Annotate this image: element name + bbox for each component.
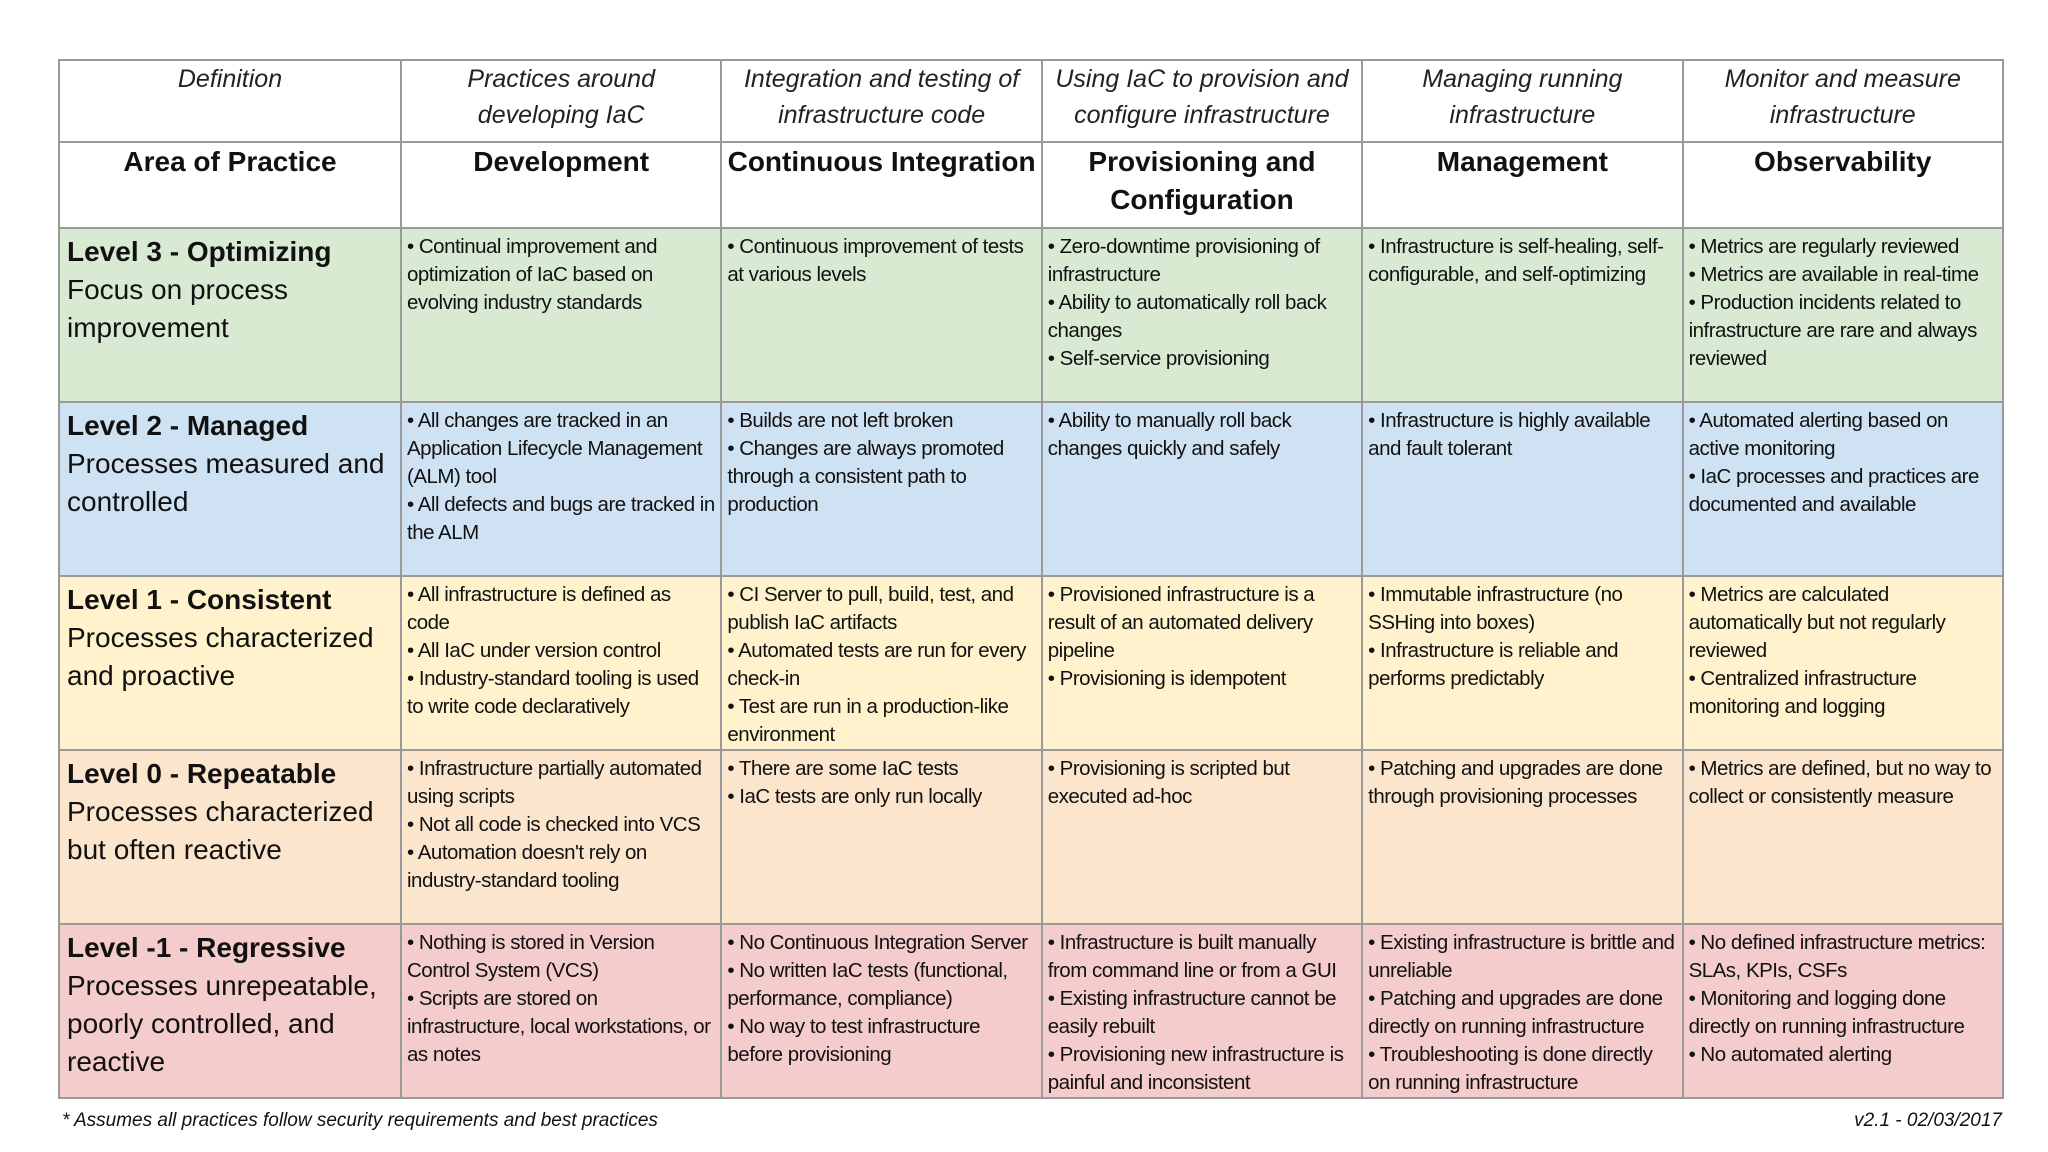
level-title: Level 1 - Consistent: [67, 584, 332, 615]
area-header-cell: [721, 142, 1041, 228]
practice-cell: [1362, 228, 1682, 402]
level-description: Processes characterized but often reactive: [67, 796, 374, 865]
level-title: Level 0 - Repeatable: [67, 758, 337, 789]
practice-bullet: • Scripts are stored on infrastructure, local workstations, or as notes: [407, 987, 711, 1066]
practice-cell: [1042, 402, 1362, 576]
level-header-cell: [59, 924, 401, 1098]
level-description: Focus on process improvement: [67, 274, 288, 343]
practice-bullet: • Not all code is checked into VCS: [407, 813, 701, 836]
level-row: [59, 402, 2003, 576]
practice-cell: [1683, 750, 2003, 924]
practice-cell: [401, 924, 721, 1098]
practice-bullet: • Continual improvement and optimization of IaC based on evolving industry standards: [407, 235, 658, 314]
practice-bullet: • Monitoring and logging done directly on running infrastructure: [1688, 987, 1965, 1038]
definition-cell: [1362, 60, 1682, 142]
practice-bullet: • Infrastructure is highly available and fault tolerant: [1368, 409, 1651, 460]
area-header-cell: [1683, 142, 2003, 228]
practice-bullet: • Metrics are regularly reviewed: [1688, 235, 1959, 258]
practice-cell: [1362, 924, 1682, 1098]
practice-bullet: • Immutable infrastructure (no SSHing into boxes): [1368, 583, 1623, 634]
maturity-matrix-table: [58, 59, 2004, 1099]
practice-cell: [1362, 750, 1682, 924]
practice-bullet: • There are some IaC tests: [727, 757, 959, 780]
definition-text: Using IaC to provision and configure infrastructure: [1055, 65, 1349, 129]
practice-cell: [1683, 924, 2003, 1098]
practice-bullet: • Existing infrastructure cannot be easily rebuilt: [1047, 987, 1336, 1038]
level-title: Level -1 - Regressive: [67, 932, 346, 963]
definition-cell: [401, 60, 721, 142]
level-rows: [59, 228, 2003, 1098]
practice-cell: [401, 402, 721, 576]
practice-cell: [401, 576, 721, 750]
area-header-cell: [1362, 142, 1682, 228]
practice-cell: [1683, 576, 2003, 750]
practice-bullet: • Self-service provisioning: [1047, 347, 1270, 370]
practice-bullet: • Provisioning is idempotent: [1047, 667, 1286, 690]
area-header: Management: [1436, 146, 1608, 177]
practice-bullet: • Nothing is stored in Version Control System (VCS): [407, 931, 655, 982]
level-row: [59, 924, 2003, 1098]
practice-bullet: • No way to test infrastructure before provisioning: [727, 1015, 980, 1066]
practice-cell: [401, 750, 721, 924]
area-header: Development: [473, 146, 650, 177]
definition-row: [59, 60, 2003, 142]
practice-bullet: • Automated tests are run for every check-in: [727, 639, 1026, 690]
practice-cell: [721, 228, 1041, 402]
definition-cell: [1042, 60, 1362, 142]
practice-bullet: • Troubleshooting is done directly on running infrastructure: [1368, 1043, 1653, 1094]
practice-bullet: • Changes are always promoted through a consistent path to production: [727, 437, 1004, 516]
level-header-cell: [59, 576, 401, 750]
practice-cell: [1683, 228, 2003, 402]
practice-bullet: • Production incidents related to infrastructure are rare and always reviewed: [1688, 291, 1977, 370]
level-title: Level 3 - Optimizing: [67, 236, 332, 267]
practice-bullet: • Continuous improvement of tests at various levels: [727, 235, 1024, 286]
practice-cell: [1042, 924, 1362, 1098]
level-header-cell: [59, 750, 401, 924]
definition-label-cell: [59, 60, 401, 142]
area-header: Continuous Integration: [727, 146, 1036, 177]
definition-text: Managing running infrastructure: [1422, 65, 1623, 129]
practice-bullet: • All changes are tracked in an Application Lifecycle Management (ALM) tool: [407, 409, 703, 488]
practice-bullet: • Metrics are available in real-time: [1688, 263, 1979, 286]
area-header: Provisioning and Configuration: [1088, 146, 1316, 215]
definition-cell: [721, 60, 1041, 142]
practice-bullet: • No automated alerting: [1688, 1043, 1892, 1066]
practice-cell: [1362, 576, 1682, 750]
practice-bullet: • All defects and bugs are tracked in the ALM: [407, 493, 715, 544]
definition-text: Practices around developing IaC: [467, 65, 655, 129]
practice-bullet: • Provisioning new infrastructure is painful and inconsistent: [1047, 1043, 1344, 1094]
practice-bullet: • CI Server to pull, build, test, and publish IaC artifacts: [727, 583, 1014, 634]
practice-bullet: • Provisioning is scripted but executed ad-hoc: [1047, 757, 1290, 808]
practice-bullet: • No Continuous Integration Server: [727, 931, 1028, 954]
area-header: Observability: [1754, 146, 1932, 177]
level-description: Processes characterized and proactive: [67, 622, 374, 691]
definition-label: Definition: [177, 65, 283, 93]
practice-bullet: • Builds are not left broken: [727, 409, 954, 432]
practice-bullet: • Centralized infrastructure monitoring and logging: [1688, 667, 1917, 718]
level-description: Processes unrepeatable, poorly controlled, and reactive: [67, 970, 377, 1077]
level-title: Level 2 - Managed: [67, 410, 309, 441]
practice-cell: [721, 924, 1041, 1098]
practice-cell: [1042, 750, 1362, 924]
practice-bullet: • Existing infrastructure is brittle and unreliable: [1368, 931, 1675, 982]
definition-text: Integration and testing of infrastructure code: [743, 65, 1020, 129]
level-header-cell: [59, 402, 401, 576]
footnote: * Assumes all practices follow security requirements and best practices: [62, 1110, 658, 1131]
practice-cell: [401, 228, 721, 402]
practice-bullet: • Infrastructure is self-healing, self-configurable, and self-optimizing: [1368, 235, 1664, 286]
practice-bullet: • Automation doesn't rely on industry-standard tooling: [407, 841, 647, 892]
practice-bullet: • Patching and upgrades are done through provisioning processes: [1368, 757, 1663, 808]
practice-cell: [1683, 402, 2003, 576]
practice-bullet: • No defined infrastructure metrics: SLAs, KPIs, CSFs: [1688, 931, 1986, 982]
practice-bullet: • Infrastructure is reliable and performs predictably: [1368, 639, 1619, 690]
practice-cell: [721, 750, 1041, 924]
practice-bullet: • Metrics are defined, but no way to collect or consistently measure: [1688, 757, 1992, 808]
practice-bullet: • No written IaC tests (functional, performance, compliance): [727, 959, 1008, 1010]
practice-bullet: • Provisioned infrastructure is a result of an automated delivery pipeline: [1047, 583, 1315, 662]
practice-bullet: • Ability to manually roll back changes quickly and safely: [1047, 409, 1292, 460]
level-row: [59, 750, 2003, 924]
level-header-cell: [59, 228, 401, 402]
practice-cell: [721, 402, 1041, 576]
area-header-cell: [1042, 142, 1362, 228]
practice-bullet: • All IaC under version control: [407, 639, 661, 662]
practice-bullet: • Industry-standard tooling is used to write code declaratively: [407, 667, 699, 718]
practice-cell: [1042, 576, 1362, 750]
definition-text: Monitor and measure infrastructure: [1724, 65, 1961, 129]
practice-bullet: • Infrastructure partially automated using scripts: [407, 757, 702, 808]
practice-bullet: • Automated alerting based on active monitoring: [1688, 409, 1948, 460]
practice-bullet: • IaC tests are only run locally: [727, 785, 982, 808]
practice-bullet: • IaC processes and practices are documented and available: [1688, 465, 1979, 516]
practice-bullet: • Metrics are calculated automatically but not regularly reviewed: [1688, 583, 1946, 662]
level-row: [59, 576, 2003, 750]
level-description: Processes measured and controlled: [67, 448, 385, 517]
definition-cell: [1683, 60, 2003, 142]
practice-bullet: • Patching and upgrades are done directly on running infrastructure: [1368, 987, 1663, 1038]
practice-bullet: • Zero-downtime provisioning of infrastructure: [1047, 235, 1320, 286]
practice-bullet: • Ability to automatically roll back changes: [1047, 291, 1327, 342]
practice-bullet: • Test are run in a production-like environment: [727, 695, 1009, 746]
practice-cell: [721, 576, 1041, 750]
practice-bullet: • All infrastructure is defined as code: [407, 583, 671, 634]
level-row: [59, 228, 2003, 402]
practice-cell: [1362, 402, 1682, 576]
version-label: v2.1 - 02/03/2017: [1854, 1110, 2002, 1131]
area-header-cell: [401, 142, 721, 228]
area-of-practice-row: [59, 142, 2003, 228]
area-label-cell: [59, 142, 401, 228]
practice-bullet: • Infrastructure is built manually from command line or from a GUI: [1047, 931, 1337, 982]
practice-cell: [1042, 228, 1362, 402]
maturity-matrix-sheet: [58, 59, 2002, 1099]
area-label: Area of Practice: [123, 146, 337, 177]
